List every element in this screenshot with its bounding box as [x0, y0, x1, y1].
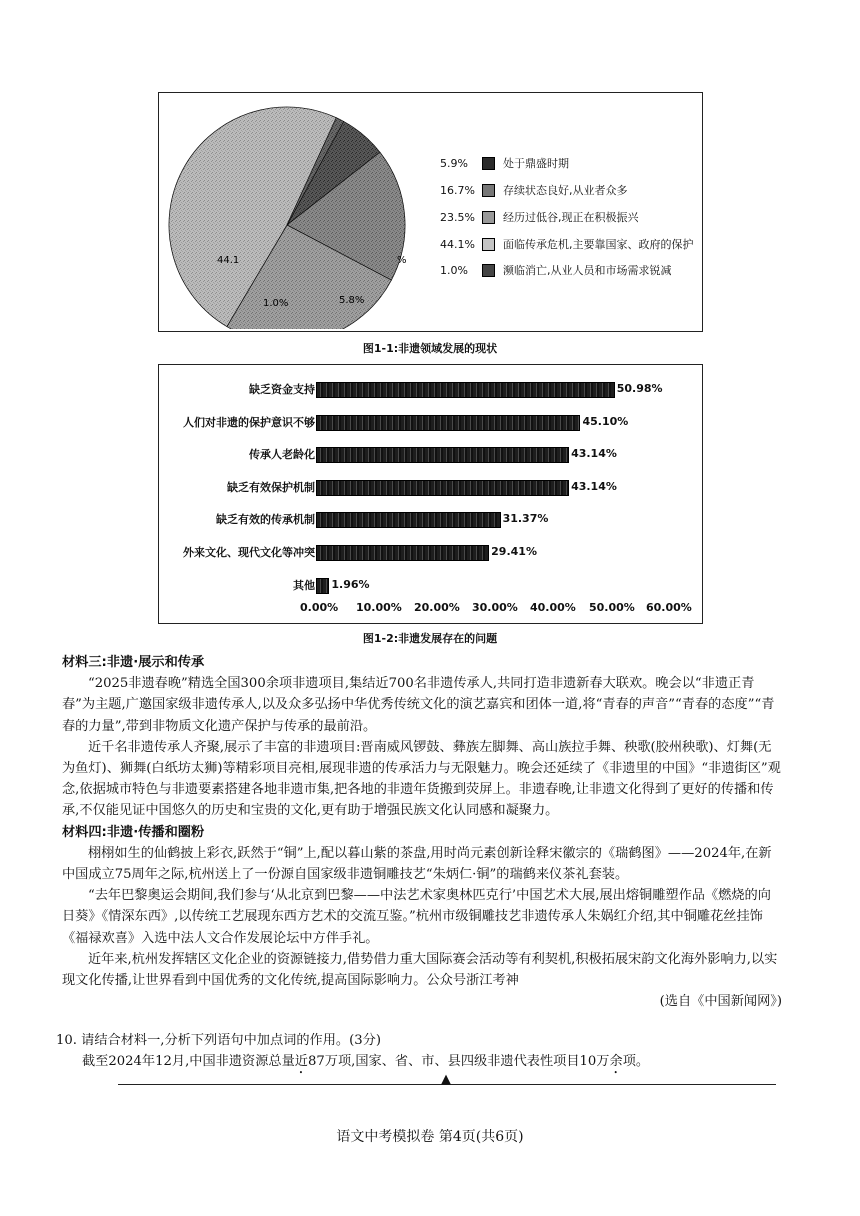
legend-row	[440, 182, 628, 198]
legend-text: 面临传承危机,主要靠国家、政府的保护	[503, 238, 694, 251]
bar-category-label: 人们对非遗的保护意识不够	[183, 415, 315, 429]
x-tick: 50.00%	[589, 601, 635, 614]
legend-text: 濒临消亡,从业人员和市场需求锐减	[503, 264, 672, 277]
bar	[316, 480, 569, 496]
legend-pct: 5.9%	[440, 156, 468, 170]
x-tick: 60.00%	[646, 601, 692, 614]
sentence-part: 截至2024年12月,中国非遗资源总量	[82, 1054, 295, 1070]
source-note: (选自《中国新闻网》)	[659, 994, 782, 1010]
x-tick: 20.00%	[414, 601, 460, 614]
legend-swatch	[482, 157, 495, 170]
x-tick: 30.00%	[472, 601, 518, 614]
legend-swatch	[482, 211, 495, 224]
bar	[316, 415, 580, 431]
legend-text: 存续状态良好,从业者众多	[503, 184, 628, 197]
bar-value-label: 43.14%	[571, 447, 617, 461]
legend-pct: 44.1%	[440, 237, 475, 251]
bar-value-label: 31.37%	[502, 512, 549, 526]
legend-pct: 16.7%	[440, 183, 475, 197]
pie-label-bottom-left: 1.0%	[263, 298, 289, 309]
x-tick: 0.00%	[300, 601, 339, 614]
bar	[316, 512, 501, 528]
footer-page-number: 语文中考模拟卷 第4页(共6页)	[336, 1129, 524, 1145]
bar-category-label: 外来文化、现代文化等冲突	[183, 546, 315, 559]
legend-row	[440, 209, 639, 225]
bar	[316, 545, 489, 561]
bar-category-label: 传承人老龄化	[249, 448, 315, 462]
figure2-caption: 图1-2:非遗发展存在的问题	[362, 632, 498, 645]
bar	[316, 382, 615, 398]
figure1-caption: 图1-1:非遗领域发展的现状	[362, 342, 498, 355]
legend-swatch	[482, 238, 495, 251]
bar-value-label: 43.14%	[571, 479, 617, 493]
material4-paragraph-1: 栩栩如生的仙鹤披上彩衣,跃然于“铜”上,配以暮山紫的茶盘,用时尚元素创新诠释宋徽宗的《瑞鹤图》——2024年,在新中国成立75周年之际,杭州送上了一份源自国家级非遗铜雕技艺“朱炳仁·铜”的瑞鹤来仪茶礼套装。	[62, 845, 772, 883]
bar-value-label: 50.98%	[616, 382, 663, 395]
legend-row	[440, 155, 569, 171]
material3-heading: 材料三:非遗·展示和传承	[62, 655, 205, 670]
bar-value-label: 29.41%	[491, 545, 537, 558]
legend-row	[440, 262, 672, 278]
material3-paragraph-1: “2025非遗春晚”精选全国300余项非遗项目,集结近700名非遗传承人,共同打造非遗新春大联欢。晚会以“非遗正青春”为主题,广邀国家级非遗传承人,以及众多弘扬中华优秀传统文化的演艺嘉宾和团体一道,将“青春的声音”“青春的态度”“青春的力量”,带到非物质文化遗产保护与传承的最前沿。	[62, 676, 775, 734]
material3-paragraph-2: 近千名非遗传承人齐聚,展示了丰富的非遗项目:晋南威风锣鼓、彝族左脚舞、高山族拉手舞、秧歌(胶州秧歌)、灯舞(无为鱼灯)、狮舞(白纸坊太狮)等精彩项目亮相,展现非遗的传承活力与无限魅力。晚会还延续了《非遗里的中国》“非遗街区”观念,依据城市特色与非遗要素搭建各地非遗市集,把各地的非遗年货搬到荧屏上。非遗春晚,让非遗文化得到了更好的传播和传承,不仅能见证中国悠久的历史和宝贵的文化,更有助于增强民族文化认同感和凝聚力。	[62, 739, 781, 819]
bar-value-label: 1.96%	[331, 577, 370, 591]
legend-text: 处于鼎盛时期	[503, 157, 569, 170]
material4-paragraph-2: “去年巴黎奥运会期间,我们参与‘从北京到巴黎——中法艺术家奥林匹克行’中国艺术大展,展出熔铜雕塑作品《燃烧的向日葵》《情深东西》,以传统工艺展现东西方艺术的交流互鉴。”杭州市级铜雕技艺非遗传承人朱娲红介绍,其中铜雕花丝挂饰《福禄欢喜》入选中法人文合作发展论坛中方伴手礼。	[62, 888, 771, 946]
material3-section	[62, 652, 782, 1012]
bar-category-label: 缺乏资金支持	[249, 383, 315, 396]
legend-text: 经历过低谷,现正在积极振兴	[503, 211, 639, 224]
material4-paragraph-3: 近年来,杭州发挥辖区文化企业的资源链接力,借势借力重大国际赛会活动等有利契机,积极拓展宋韵文化海外影响力,以实现文化传播,让世界看到中国优秀的文化传统,提高国际影响力。公众号浙江考神	[62, 951, 778, 989]
sentence-part: 87万项,国家、省、市、县四级非遗代表性项目10万	[307, 1054, 610, 1070]
legend-pct: 23.5%	[440, 210, 475, 224]
legend-row	[440, 236, 694, 252]
bar-value-label: 45.10%	[582, 414, 629, 428]
x-tick: 40.00%	[530, 601, 576, 614]
bar-category-label: 其他	[293, 578, 315, 592]
sentence-part: 项。	[622, 1054, 650, 1070]
question-10	[56, 1030, 776, 1077]
bar	[316, 447, 569, 463]
pie-chart	[159, 93, 419, 329]
bar	[316, 578, 329, 594]
material4-heading: 材料四:非遗·传播和圈粉	[62, 824, 205, 840]
pie-label-left: 44.1	[217, 255, 240, 266]
question-stem: 10. 请结合材料一,分析下列语句中加点词的作用。(3分)	[56, 1033, 381, 1048]
footer-triangle: ▲	[441, 1072, 451, 1087]
legend-swatch	[482, 264, 495, 277]
pie-label-bottom-right: 5.8%	[339, 295, 365, 306]
question-sentence	[56, 1051, 776, 1077]
legend-pct: 1.0%	[440, 263, 468, 277]
dotted-word: 余	[609, 1054, 623, 1070]
bar-category-label: 缺乏有效的传承机制	[216, 513, 315, 527]
x-tick: 10.00%	[356, 601, 402, 614]
bar-category-label: 缺乏有效保护机制	[227, 480, 315, 494]
dotted-word: 近	[294, 1054, 308, 1070]
legend-swatch	[482, 184, 495, 197]
pie-label-right: %	[397, 255, 407, 266]
